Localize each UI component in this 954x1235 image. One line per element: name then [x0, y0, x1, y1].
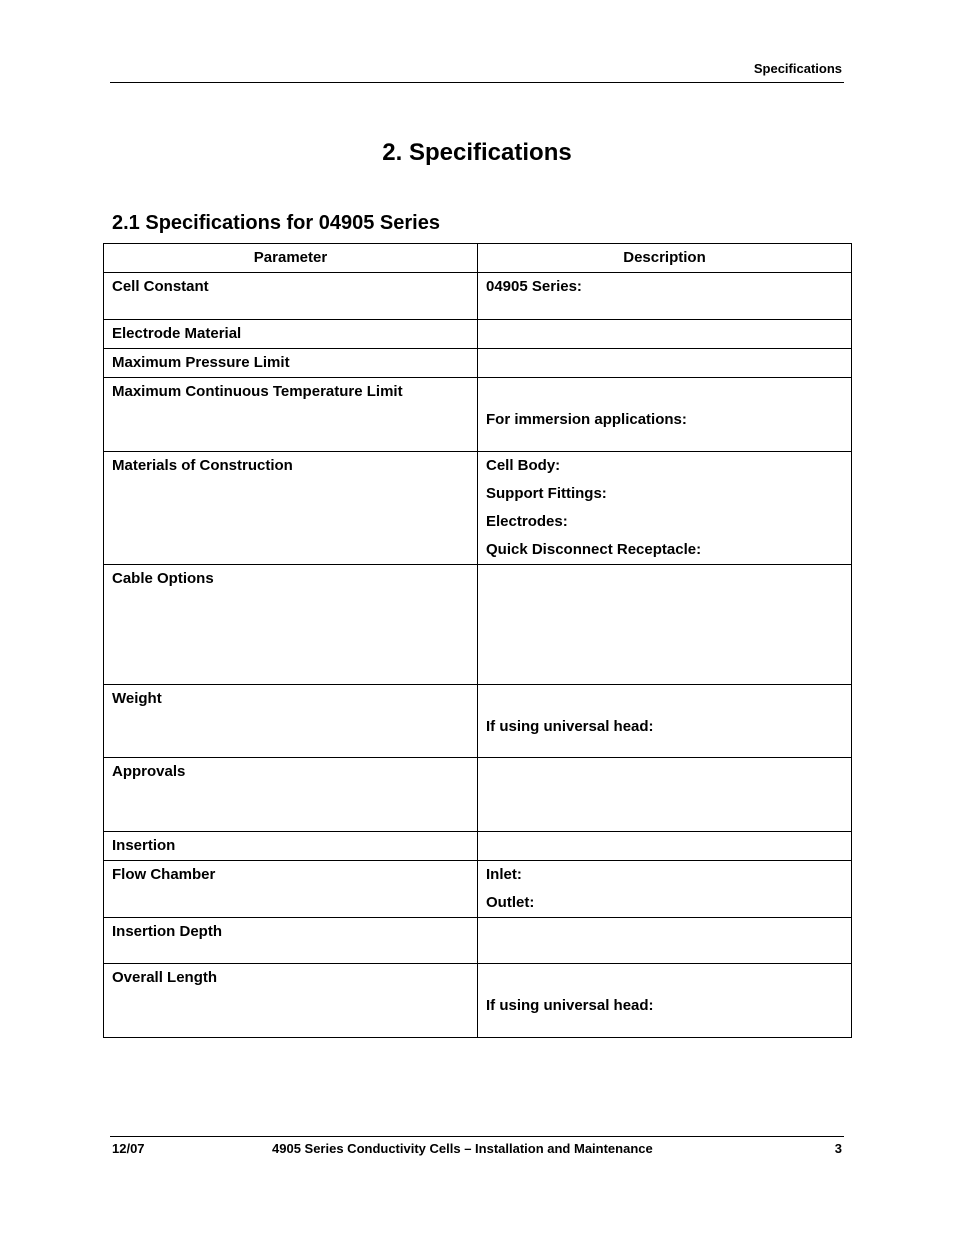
parameter-cell: Weight: [104, 685, 478, 758]
description-cell: [478, 832, 852, 861]
description-line: [486, 378, 843, 406]
description-cell: [478, 452, 852, 565]
table-row: [104, 964, 852, 1038]
description-line: Inlet:: [486, 866, 522, 883]
table-row: [104, 832, 852, 861]
section-title: 2.1 Specifications for 04905 Series: [112, 212, 440, 234]
parameter-cell: Flow Chamber: [104, 861, 478, 918]
description-line: Cell Body:: [486, 457, 561, 474]
footer-divider: [110, 1136, 844, 1137]
parameter-cell: Approvals: [104, 758, 478, 832]
table-row: [104, 565, 852, 685]
table-row: [104, 452, 852, 565]
chapter-title: 2. Specifications: [382, 139, 572, 166]
description-cell: [478, 273, 852, 320]
description-line: Electrodes:: [486, 513, 568, 530]
header-divider: [110, 82, 844, 83]
description-cell: [478, 349, 852, 378]
description-cell: [478, 861, 852, 918]
parameter-cell: Materials of Construction: [104, 452, 478, 565]
footer-page-number: 3: [834, 1141, 842, 1156]
table-row: [104, 320, 852, 349]
description-cell: [478, 918, 852, 964]
description-cell: [478, 565, 852, 685]
table-header-row: [104, 244, 852, 273]
description-cell: [478, 320, 852, 349]
parameter-cell: Maximum Continuous Temperature Limit: [104, 378, 478, 452]
column-header-parameter: Parameter: [104, 244, 478, 273]
description-line: If using universal head:: [486, 718, 654, 735]
column-header-description: Description: [478, 244, 852, 273]
description-cell: [478, 685, 852, 758]
parameter-cell: Cable Options: [104, 565, 478, 685]
table-row: [104, 758, 852, 832]
description-cell: [478, 964, 852, 1038]
description-line: 04905 Series:: [486, 278, 582, 295]
table-row: [104, 349, 852, 378]
description-line: For immersion applications:: [486, 411, 687, 428]
table-row: [104, 918, 852, 964]
table-row: [104, 861, 852, 918]
description-line: [486, 964, 843, 992]
parameter-cell: Overall Length: [104, 964, 478, 1038]
running-header: Specifications: [753, 61, 842, 76]
parameter-cell: Electrode Material: [104, 320, 478, 349]
description-cell: [478, 758, 852, 832]
specifications-table: [103, 243, 852, 1038]
parameter-cell: Insertion: [104, 832, 478, 861]
footer-document-title: 4905 Series Conductivity Cells – Installation and Maintenance: [272, 1141, 653, 1156]
description-line: Support Fittings:: [486, 485, 607, 502]
table-row: [104, 273, 852, 320]
table-row: [104, 685, 852, 758]
description-line: If using universal head:: [486, 997, 654, 1014]
description-cell: [478, 378, 852, 452]
description-line: Quick Disconnect Receptacle:: [486, 541, 702, 558]
parameter-cell: Maximum Pressure Limit: [104, 349, 478, 378]
footer-date: 12/07: [112, 1141, 145, 1156]
parameter-cell: Insertion Depth: [104, 918, 478, 964]
description-line: Outlet:: [486, 894, 535, 911]
parameter-cell: Cell Constant: [104, 273, 478, 320]
table-row: [104, 378, 852, 452]
description-line: [486, 685, 843, 713]
